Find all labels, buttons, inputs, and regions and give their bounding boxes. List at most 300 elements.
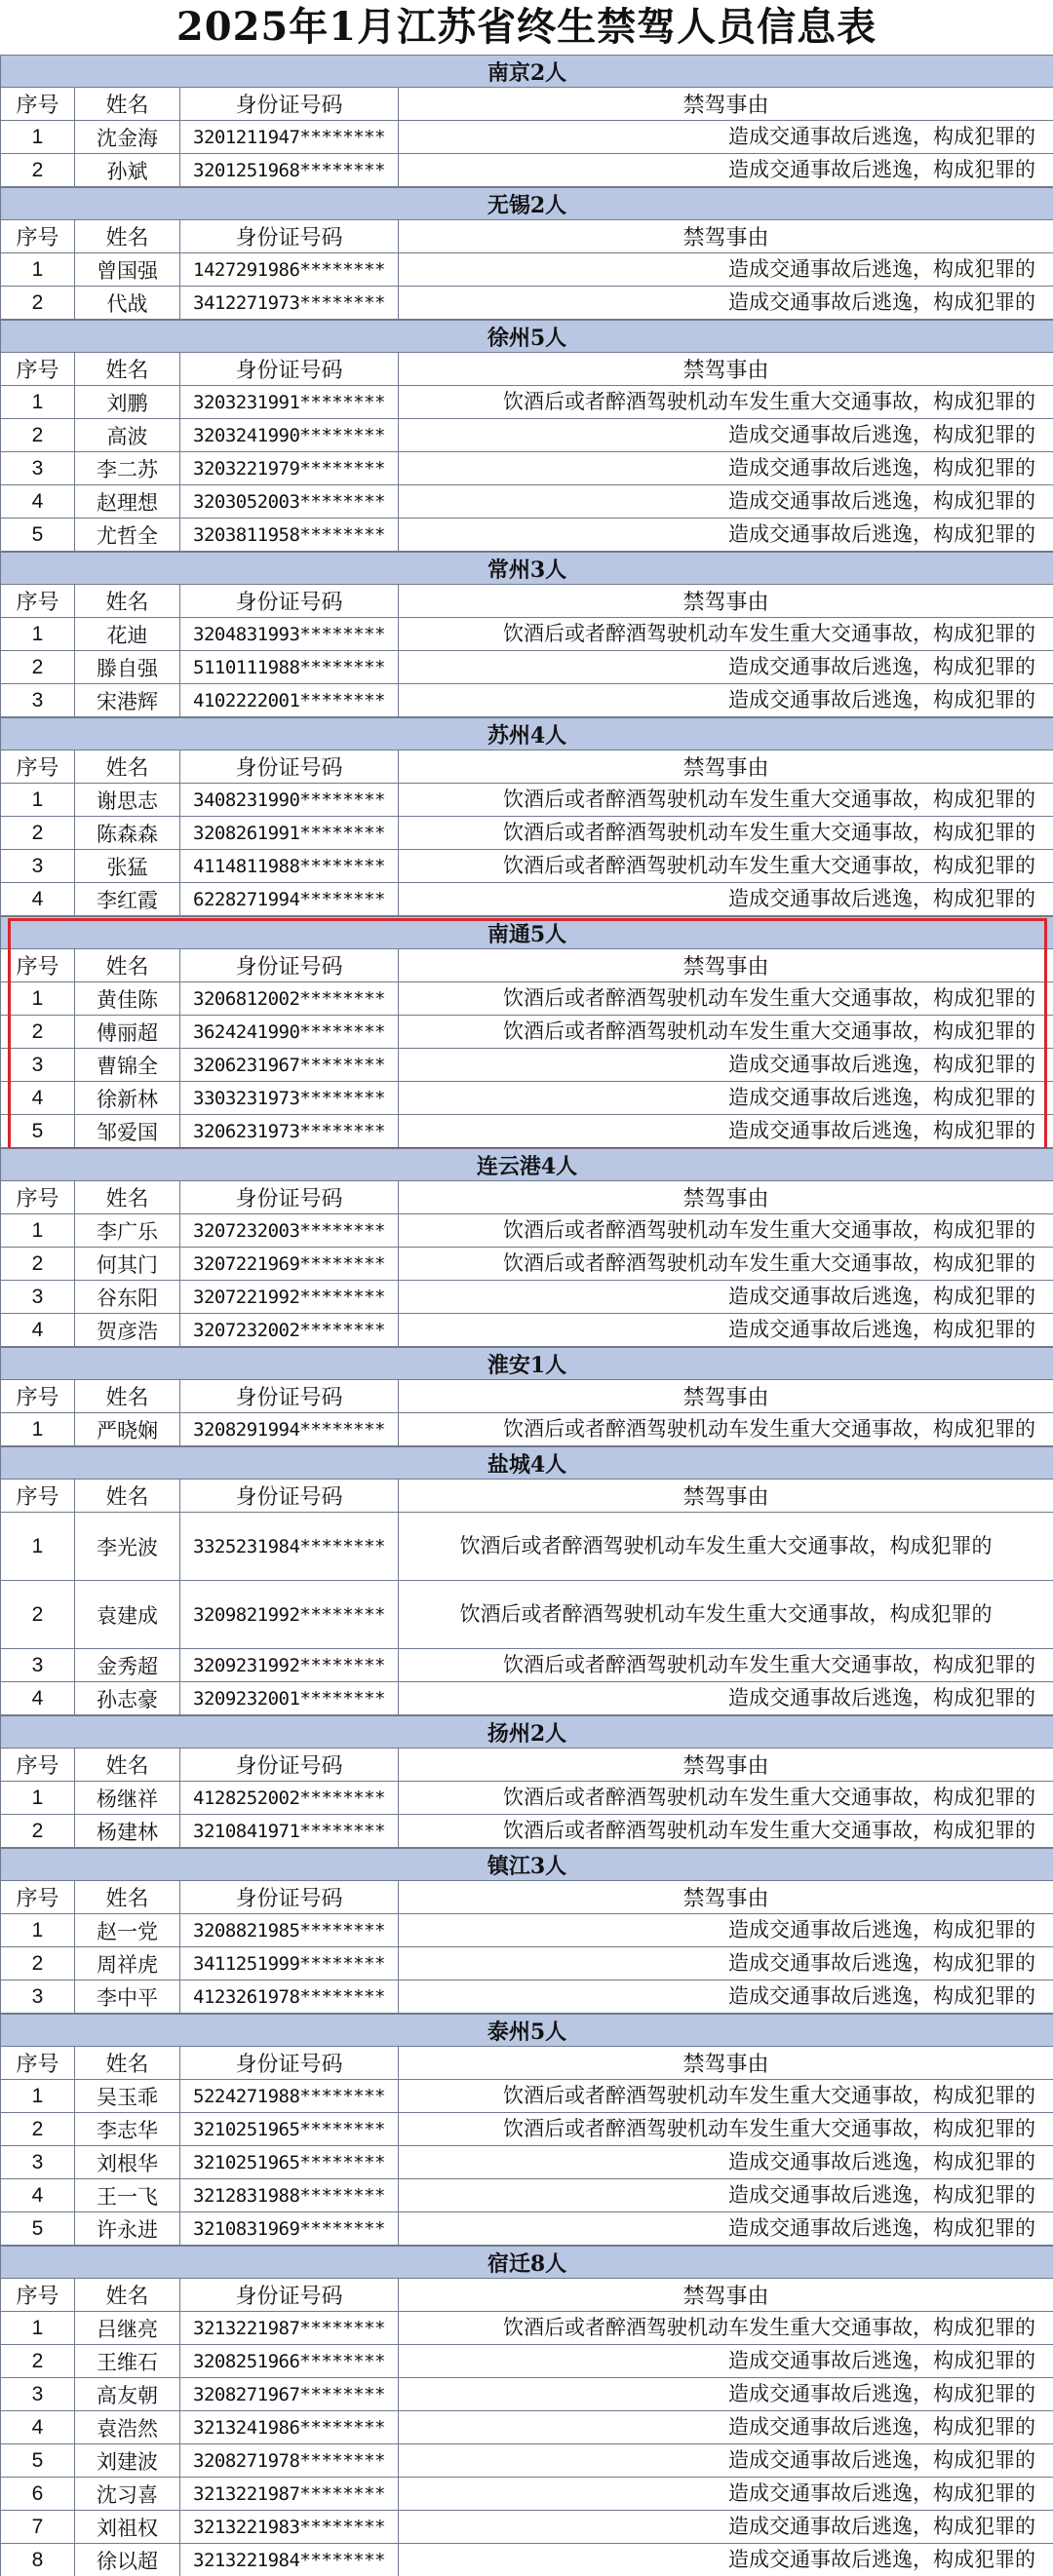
section-title: 宿迁8人 — [1, 2247, 1053, 2279]
section-title-row — [1, 2015, 1053, 2047]
header-id: 身份证号码 — [180, 1380, 399, 1413]
cell-no: 5 — [1, 519, 75, 552]
cell-name: 刘祖权 — [75, 2511, 180, 2544]
header-no: 序号 — [1, 750, 75, 784]
table-row — [1, 850, 1053, 883]
header-no: 序号 — [1, 1881, 75, 1914]
cell-reason: 饮酒后或者醉酒驾驶机动车发生重大交通事故，构成犯罪的 — [399, 1413, 1053, 1446]
cell-name: 代战 — [75, 287, 180, 320]
section-title-row — [1, 56, 1053, 88]
table-row — [1, 452, 1053, 485]
header-row — [1, 2279, 1053, 2312]
section-title-row — [1, 917, 1053, 949]
cell-id: 3207232003******** — [180, 1214, 399, 1248]
city-section — [0, 2014, 1053, 2246]
city-section — [0, 1848, 1053, 2014]
header-id: 身份证号码 — [180, 1480, 399, 1513]
cell-reason: 造成交通事故后逃逸，构成犯罪的 — [399, 2179, 1053, 2212]
cell-id: 4128252002******** — [180, 1782, 399, 1815]
cell-name: 曹锦全 — [75, 1049, 180, 1082]
section-title: 镇江3人 — [1, 1849, 1053, 1881]
cell-id: 3206231967******** — [180, 1049, 399, 1082]
cell-id: 3201251968******** — [180, 154, 399, 187]
header-name: 姓名 — [75, 750, 180, 784]
cell-id: 3213221984******** — [180, 2544, 399, 2576]
header-name: 姓名 — [75, 949, 180, 982]
city-table — [0, 320, 1053, 552]
cell-reason: 造成交通事故后逃逸，构成犯罪的 — [399, 419, 1053, 452]
cell-no: 7 — [1, 2511, 75, 2544]
cell-name: 李广乐 — [75, 1214, 180, 1248]
cell-no: 2 — [1, 419, 75, 452]
table-row — [1, 684, 1053, 717]
table-row — [1, 651, 1053, 684]
header-name: 姓名 — [75, 1181, 180, 1214]
table-row — [1, 154, 1053, 187]
cell-no: 3 — [1, 850, 75, 883]
header-reason: 禁驾事由 — [399, 585, 1053, 618]
cell-id: 4102222001******** — [180, 684, 399, 717]
cell-reason: 造成交通事故后逃逸，构成犯罪的 — [399, 1682, 1053, 1715]
table-row — [1, 1782, 1053, 1815]
cell-id: 1427291986******** — [180, 253, 399, 287]
cell-name: 曾国强 — [75, 253, 180, 287]
cell-reason: 造成交通事故后逃逸，构成犯罪的 — [399, 1914, 1053, 1947]
cell-reason: 饮酒后或者醉酒驾驶机动车发生重大交通事故，构成犯罪的 — [399, 1581, 1053, 1649]
cell-name: 黄佳陈 — [75, 982, 180, 1016]
header-reason: 禁驾事由 — [399, 88, 1053, 121]
header-reason: 禁驾事由 — [399, 1749, 1053, 1782]
header-reason: 禁驾事由 — [399, 1380, 1053, 1413]
cell-no: 1 — [1, 1513, 75, 1581]
cell-reason: 饮酒后或者醉酒驾驶机动车发生重大交通事故，构成犯罪的 — [399, 1513, 1053, 1581]
cell-name: 花迪 — [75, 618, 180, 651]
header-reason: 禁驾事由 — [399, 2047, 1053, 2080]
table-row — [1, 1214, 1053, 1248]
header-id: 身份证号码 — [180, 949, 399, 982]
cell-no: 3 — [1, 1980, 75, 2014]
cell-id: 3213221987******** — [180, 2478, 399, 2511]
cell-no: 3 — [1, 1281, 75, 1314]
city-table — [0, 1446, 1053, 1715]
cell-reason: 造成交通事故后逃逸，构成犯罪的 — [399, 1314, 1053, 1347]
table-row — [1, 1248, 1053, 1281]
cell-no: 2 — [1, 287, 75, 320]
cell-no: 1 — [1, 618, 75, 651]
cell-id: 4114811988******** — [180, 850, 399, 883]
cell-no: 2 — [1, 1248, 75, 1281]
section-title: 南通5人 — [1, 917, 1053, 949]
cell-no: 1 — [1, 1782, 75, 1815]
cell-reason: 饮酒后或者醉酒驾驶机动车发生重大交通事故，构成犯罪的 — [399, 850, 1053, 883]
city-table — [0, 2246, 1053, 2576]
cell-no: 3 — [1, 684, 75, 717]
header-row — [1, 353, 1053, 386]
cell-no: 4 — [1, 1082, 75, 1115]
header-row — [1, 750, 1053, 784]
header-id: 身份证号码 — [180, 2047, 399, 2080]
cell-no: 3 — [1, 2146, 75, 2179]
cell-name: 孙斌 — [75, 154, 180, 187]
header-name: 姓名 — [75, 2047, 180, 2080]
cell-id: 3208251966******** — [180, 2345, 399, 2378]
table-row — [1, 1581, 1053, 1649]
cell-id: 3210831969******** — [180, 2212, 399, 2246]
header-row — [1, 2047, 1053, 2080]
cell-no: 2 — [1, 817, 75, 850]
header-name: 姓名 — [75, 1380, 180, 1413]
section-title-row — [1, 321, 1053, 353]
city-section — [0, 2246, 1053, 2576]
header-reason: 禁驾事由 — [399, 1480, 1053, 1513]
cell-id: 3207221992******** — [180, 1281, 399, 1314]
table-row — [1, 121, 1053, 154]
cell-reason: 饮酒后或者醉酒驾驶机动车发生重大交通事故，构成犯罪的 — [399, 2113, 1053, 2146]
cell-no: 2 — [1, 1016, 75, 1049]
header-id: 身份证号码 — [180, 1181, 399, 1214]
cell-name: 杨建林 — [75, 1815, 180, 1848]
cell-name: 吕继亮 — [75, 2312, 180, 2345]
header-reason: 禁驾事由 — [399, 1881, 1053, 1914]
cell-reason: 饮酒后或者醉酒驾驶机动车发生重大交通事故，构成犯罪的 — [399, 1214, 1053, 1248]
cell-id: 3203811958******** — [180, 519, 399, 552]
city-section-highlighted — [0, 916, 1053, 1148]
cell-reason: 造成交通事故后逃逸，构成犯罪的 — [399, 2411, 1053, 2444]
section-title-row — [1, 718, 1053, 750]
section-title: 无锡2人 — [1, 188, 1053, 220]
city-section — [0, 320, 1053, 552]
table-row — [1, 2478, 1053, 2511]
cell-id: 3207232002******** — [180, 1314, 399, 1347]
cell-id: 3208291994******** — [180, 1413, 399, 1446]
section-title-row — [1, 2247, 1053, 2279]
cell-id: 6228271994******** — [180, 883, 399, 916]
cell-id: 3213241986******** — [180, 2411, 399, 2444]
header-no: 序号 — [1, 2279, 75, 2312]
cell-no: 1 — [1, 784, 75, 817]
cell-name: 陈森森 — [75, 817, 180, 850]
cell-no: 4 — [1, 2179, 75, 2212]
cell-name: 谷东阳 — [75, 1281, 180, 1314]
cell-name: 何其门 — [75, 1248, 180, 1281]
city-table — [0, 2014, 1053, 2246]
cell-id: 3624241990******** — [180, 1016, 399, 1049]
cell-no: 4 — [1, 883, 75, 916]
sections-container — [0, 55, 1053, 2576]
table-row — [1, 287, 1053, 320]
section-title-row — [1, 1348, 1053, 1380]
cell-id: 3208261991******** — [180, 817, 399, 850]
cell-reason: 造成交通事故后逃逸，构成犯罪的 — [399, 684, 1053, 717]
cell-name: 赵理想 — [75, 485, 180, 519]
cell-reason: 饮酒后或者醉酒驾驶机动车发生重大交通事故，构成犯罪的 — [399, 2312, 1053, 2345]
cell-name: 许永进 — [75, 2212, 180, 2246]
cell-no: 4 — [1, 485, 75, 519]
header-no: 序号 — [1, 88, 75, 121]
cell-reason: 造成交通事故后逃逸，构成犯罪的 — [399, 2544, 1053, 2576]
header-no: 序号 — [1, 220, 75, 253]
cell-no: 2 — [1, 1947, 75, 1980]
table-row — [1, 1115, 1053, 1148]
header-name: 姓名 — [75, 353, 180, 386]
table-row — [1, 784, 1053, 817]
city-section — [0, 1347, 1053, 1446]
cell-reason: 造成交通事故后逃逸，构成犯罪的 — [399, 651, 1053, 684]
cell-no: 2 — [1, 2113, 75, 2146]
header-id: 身份证号码 — [180, 1749, 399, 1782]
table-row — [1, 2080, 1053, 2113]
cell-reason: 造成交通事故后逃逸，构成犯罪的 — [399, 2212, 1053, 2246]
cell-id: 3213221983******** — [180, 2511, 399, 2544]
cell-no: 2 — [1, 1815, 75, 1848]
cell-name: 李光波 — [75, 1513, 180, 1581]
table-row — [1, 2146, 1053, 2179]
header-row — [1, 1380, 1053, 1413]
cell-id: 3208271967******** — [180, 2378, 399, 2411]
cell-no: 1 — [1, 1413, 75, 1446]
cell-id: 3209821992******** — [180, 1581, 399, 1649]
cell-id: 5110111988******** — [180, 651, 399, 684]
cell-no: 1 — [1, 1914, 75, 1947]
cell-reason: 造成交通事故后逃逸，构成犯罪的 — [399, 154, 1053, 187]
cell-reason: 造成交通事故后逃逸，构成犯罪的 — [399, 2511, 1053, 2544]
cell-no: 5 — [1, 2212, 75, 2246]
cell-id: 3412271973******** — [180, 287, 399, 320]
table-row — [1, 1049, 1053, 1082]
header-name: 姓名 — [75, 220, 180, 253]
header-name: 姓名 — [75, 585, 180, 618]
cell-id: 3408231990******** — [180, 784, 399, 817]
cell-name: 袁浩然 — [75, 2411, 180, 2444]
header-reason: 禁驾事由 — [399, 1181, 1053, 1214]
cell-no: 5 — [1, 2444, 75, 2478]
table-row — [1, 1914, 1053, 1947]
page-title: 2025年1月江苏省终生禁驾人员信息表 — [176, 4, 878, 50]
cell-reason: 造成交通事故后逃逸，构成犯罪的 — [399, 1049, 1053, 1082]
section-title: 南京2人 — [1, 56, 1053, 88]
cell-name: 孙志豪 — [75, 1682, 180, 1715]
cell-reason: 饮酒后或者醉酒驾驶机动车发生重大交通事故，构成犯罪的 — [399, 817, 1053, 850]
header-id: 身份证号码 — [180, 585, 399, 618]
table-row — [1, 883, 1053, 916]
cell-name: 滕自强 — [75, 651, 180, 684]
table-row — [1, 386, 1053, 419]
header-name: 姓名 — [75, 88, 180, 121]
cell-reason: 造成交通事故后逃逸，构成犯罪的 — [399, 519, 1053, 552]
cell-reason: 造成交通事故后逃逸，构成犯罪的 — [399, 2146, 1053, 2179]
cell-reason: 造成交通事故后逃逸，构成犯罪的 — [399, 452, 1053, 485]
cell-no: 3 — [1, 2378, 75, 2411]
cell-name: 邹爱国 — [75, 1115, 180, 1148]
cell-name: 沈金海 — [75, 121, 180, 154]
table-row — [1, 1413, 1053, 1446]
city-table — [0, 1848, 1053, 2014]
cell-reason: 造成交通事故后逃逸，构成犯罪的 — [399, 1281, 1053, 1314]
table-row — [1, 1649, 1053, 1682]
table-row — [1, 1513, 1053, 1581]
cell-reason: 饮酒后或者醉酒驾驶机动车发生重大交通事故，构成犯罪的 — [399, 982, 1053, 1016]
cell-reason: 造成交通事故后逃逸，构成犯罪的 — [399, 2478, 1053, 2511]
cell-reason: 造成交通事故后逃逸，构成犯罪的 — [399, 1115, 1053, 1148]
section-title: 淮安1人 — [1, 1348, 1053, 1380]
cell-reason: 造成交通事故后逃逸，构成犯罪的 — [399, 2444, 1053, 2478]
section-title-row — [1, 188, 1053, 220]
header-no: 序号 — [1, 1749, 75, 1782]
cell-no: 3 — [1, 1049, 75, 1082]
cell-name: 刘建波 — [75, 2444, 180, 2478]
header-reason: 禁驾事由 — [399, 220, 1053, 253]
cell-name: 张猛 — [75, 850, 180, 883]
table-row — [1, 1682, 1053, 1715]
cell-name: 李红霞 — [75, 883, 180, 916]
section-title: 徐州5人 — [1, 321, 1053, 353]
table-row — [1, 2179, 1053, 2212]
city-section — [0, 1148, 1053, 1347]
cell-name: 刘鹏 — [75, 386, 180, 419]
header-row — [1, 1480, 1053, 1513]
cell-no: 2 — [1, 1581, 75, 1649]
cell-name: 宋港辉 — [75, 684, 180, 717]
table-row — [1, 519, 1053, 552]
city-table — [0, 1148, 1053, 1347]
cell-id: 3201211947******** — [180, 121, 399, 154]
city-section — [0, 552, 1053, 717]
cell-name: 金秀超 — [75, 1649, 180, 1682]
header-id: 身份证号码 — [180, 750, 399, 784]
header-id: 身份证号码 — [180, 88, 399, 121]
cell-name: 王维石 — [75, 2345, 180, 2378]
cell-no: 1 — [1, 386, 75, 419]
cell-no: 1 — [1, 2312, 75, 2345]
city-table — [0, 1715, 1053, 1848]
cell-id: 3203052003******** — [180, 485, 399, 519]
cell-no: 5 — [1, 1115, 75, 1148]
cell-reason: 造成交通事故后逃逸，构成犯罪的 — [399, 2345, 1053, 2378]
cell-id: 3203231991******** — [180, 386, 399, 419]
cell-id: 3210251965******** — [180, 2146, 399, 2179]
cell-name: 袁建成 — [75, 1581, 180, 1649]
cell-id: 3208271978******** — [180, 2444, 399, 2478]
cell-no: 4 — [1, 1314, 75, 1347]
header-name: 姓名 — [75, 1881, 180, 1914]
table-row — [1, 2544, 1053, 2576]
header-row — [1, 220, 1053, 253]
table-row — [1, 2312, 1053, 2345]
table-row — [1, 2444, 1053, 2478]
cell-no: 2 — [1, 154, 75, 187]
cell-reason: 饮酒后或者醉酒驾驶机动车发生重大交通事故，构成犯罪的 — [399, 618, 1053, 651]
cell-reason: 饮酒后或者醉酒驾驶机动车发生重大交通事故，构成犯罪的 — [399, 1248, 1053, 1281]
section-title: 盐城4人 — [1, 1447, 1053, 1480]
table-row — [1, 1281, 1053, 1314]
section-title-row — [1, 1149, 1053, 1181]
cell-name: 傅丽超 — [75, 1016, 180, 1049]
cell-reason: 造成交通事故后逃逸，构成犯罪的 — [399, 485, 1053, 519]
cell-name: 谢思志 — [75, 784, 180, 817]
cell-name: 高波 — [75, 419, 180, 452]
header-name: 姓名 — [75, 2279, 180, 2312]
cell-id: 3210841971******** — [180, 1815, 399, 1848]
cell-name: 沈习喜 — [75, 2478, 180, 2511]
table-row — [1, 1082, 1053, 1115]
cell-id: 3209231992******** — [180, 1649, 399, 1682]
cell-reason: 饮酒后或者醉酒驾驶机动车发生重大交通事故，构成犯罪的 — [399, 1815, 1053, 1848]
header-no: 序号 — [1, 2047, 75, 2080]
cell-no: 3 — [1, 452, 75, 485]
city-section — [0, 717, 1053, 916]
table-row — [1, 2345, 1053, 2378]
cell-name: 吴玉乖 — [75, 2080, 180, 2113]
cell-name: 王一飞 — [75, 2179, 180, 2212]
city-section — [0, 55, 1053, 187]
city-table — [0, 916, 1053, 1148]
cell-id: 3411251999******** — [180, 1947, 399, 1980]
header-reason: 禁驾事由 — [399, 2279, 1053, 2312]
cell-id: 3206812002******** — [180, 982, 399, 1016]
cell-id: 5224271988******** — [180, 2080, 399, 2113]
section-title-row — [1, 1849, 1053, 1881]
cell-name: 李二苏 — [75, 452, 180, 485]
cell-id: 3206231973******** — [180, 1115, 399, 1148]
section-title-row — [1, 1716, 1053, 1749]
section-title: 常州3人 — [1, 553, 1053, 585]
cell-id: 3210251965******** — [180, 2113, 399, 2146]
section-title: 连云港4人 — [1, 1149, 1053, 1181]
cell-reason: 造成交通事故后逃逸，构成犯罪的 — [399, 883, 1053, 916]
cell-id: 3208821985******** — [180, 1914, 399, 1947]
section-title: 苏州4人 — [1, 718, 1053, 750]
cell-id: 3203221979******** — [180, 452, 399, 485]
cell-no: 1 — [1, 2080, 75, 2113]
section-title-row — [1, 553, 1053, 585]
table-row — [1, 982, 1053, 1016]
cell-name: 周祥虎 — [75, 1947, 180, 1980]
header-id: 身份证号码 — [180, 2279, 399, 2312]
cell-reason: 造成交通事故后逃逸，构成犯罪的 — [399, 1947, 1053, 1980]
cell-no: 2 — [1, 2345, 75, 2378]
table-row — [1, 2113, 1053, 2146]
table-row — [1, 2212, 1053, 2246]
city-table — [0, 552, 1053, 717]
cell-name: 刘根华 — [75, 2146, 180, 2179]
header-no: 序号 — [1, 353, 75, 386]
city-section — [0, 1446, 1053, 1715]
cell-id: 3204831993******** — [180, 618, 399, 651]
cell-name: 杨继祥 — [75, 1782, 180, 1815]
cell-id: 3212831988******** — [180, 2179, 399, 2212]
table-row — [1, 253, 1053, 287]
table-row — [1, 2411, 1053, 2444]
cell-no: 4 — [1, 1682, 75, 1715]
cell-reason: 饮酒后或者醉酒驾驶机动车发生重大交通事故，构成犯罪的 — [399, 784, 1053, 817]
cell-no: 3 — [1, 1649, 75, 1682]
table-row — [1, 1815, 1053, 1848]
table-row — [1, 485, 1053, 519]
cell-reason: 造成交通事故后逃逸，构成犯罪的 — [399, 287, 1053, 320]
cell-name: 徐新林 — [75, 1082, 180, 1115]
cell-name: 高友朝 — [75, 2378, 180, 2411]
header-reason: 禁驾事由 — [399, 949, 1053, 982]
header-reason: 禁驾事由 — [399, 353, 1053, 386]
header-row — [1, 949, 1053, 982]
city-table — [0, 187, 1053, 320]
header-id: 身份证号码 — [180, 353, 399, 386]
header-row — [1, 1749, 1053, 1782]
header-no: 序号 — [1, 1181, 75, 1214]
cell-reason: 饮酒后或者醉酒驾驶机动车发生重大交通事故，构成犯罪的 — [399, 2080, 1053, 2113]
header-no: 序号 — [1, 585, 75, 618]
header-row — [1, 1881, 1053, 1914]
